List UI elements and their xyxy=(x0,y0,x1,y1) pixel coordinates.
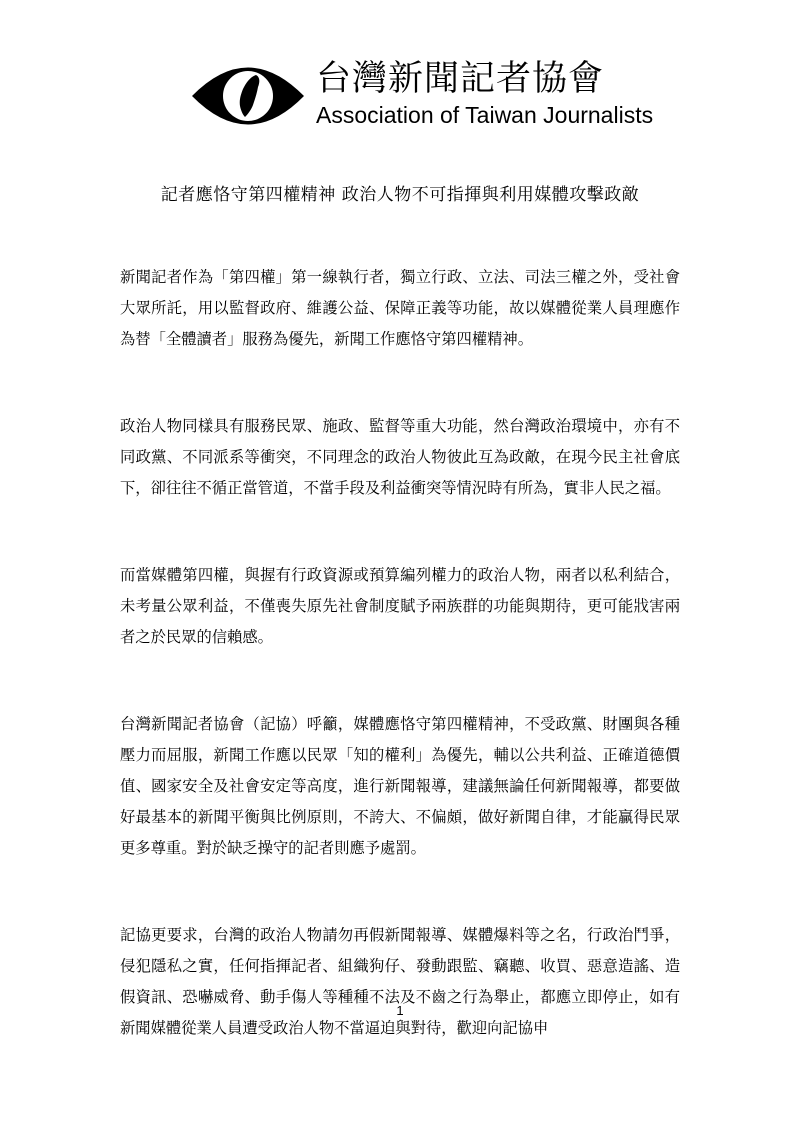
paragraph: 而當媒體第四權，與握有行政資源或預算編列權力的政治人物，兩者以私利結合，未考量公眾利益，不僅喪失原先社會制度賦予兩族群的功能與期待，更可能戕害兩者之於民眾的信賴感。 xyxy=(120,566,680,646)
org-logo xyxy=(190,55,654,137)
paragraph: 政治人物同樣具有服務民眾、施政、監督等重大功能，然台灣政治環境中，亦有不同政黨、不同派系等衝突，不同理念的政治人物彼此互為政敵，在現今民主社會底下，卻往往不循正當管道，不當手段及利益衝突等情況時有所為，實非人民之福。 xyxy=(120,417,680,497)
paragraph: 記協更要求，台灣的政治人物請勿再假新聞報導、媒體爆料等之名，行政治鬥爭，侵犯隱私之實，任何指揮記者、組織狗仔、發動跟監、竊聽、收買、惡意造謠、造假資訊、恐嚇威脅、動手傷人等種種不法及不齒之行為舉止，都應立即停止，如有新聞媒體從業人員遭受政治人物不當逼迫與對待，歡迎向記協申 xyxy=(120,926,680,1037)
document-body xyxy=(120,262,680,1100)
page-number: 1 xyxy=(396,1003,404,1018)
org-name-zh: 台灣新聞記者協會 xyxy=(316,59,605,99)
eye-with-taiwan-map-icon xyxy=(190,55,306,137)
org-name-en: Association of Taiwan Journalists xyxy=(316,102,654,128)
paragraph: 台灣新聞記者協會（記協）呼籲，媒體應恪守第四權精神，不受政黨、財團與各種壓力而屈服，新聞工作應以民眾「知的權利」為優先，輔以公共利益、正確道德價值、國家安全及社會安定等高度，進行新聞報導，建議無論任何新聞報導，都要做好最基本的新聞平衡與比例原則，不誇大、不偏頗，做好新聞自律，才能贏得民眾更多尊重。對於缺乏操守的記者則應予處罰。 xyxy=(120,715,680,857)
paragraph: 新聞記者作為「第四權」第一線執行者，獨立行政、立法、司法三權之外，受社會大眾所託，用以監督政府、維護公益、保障正義等功能，故以媒體從業人員理應作為替「全體讀者」服務為優先，新聞工作應恪守第四權精神。 xyxy=(120,268,680,348)
document-title: 記者應恪守第四權精神 政治人物不可指揮與利用媒體攻擊政敵 xyxy=(160,185,640,205)
